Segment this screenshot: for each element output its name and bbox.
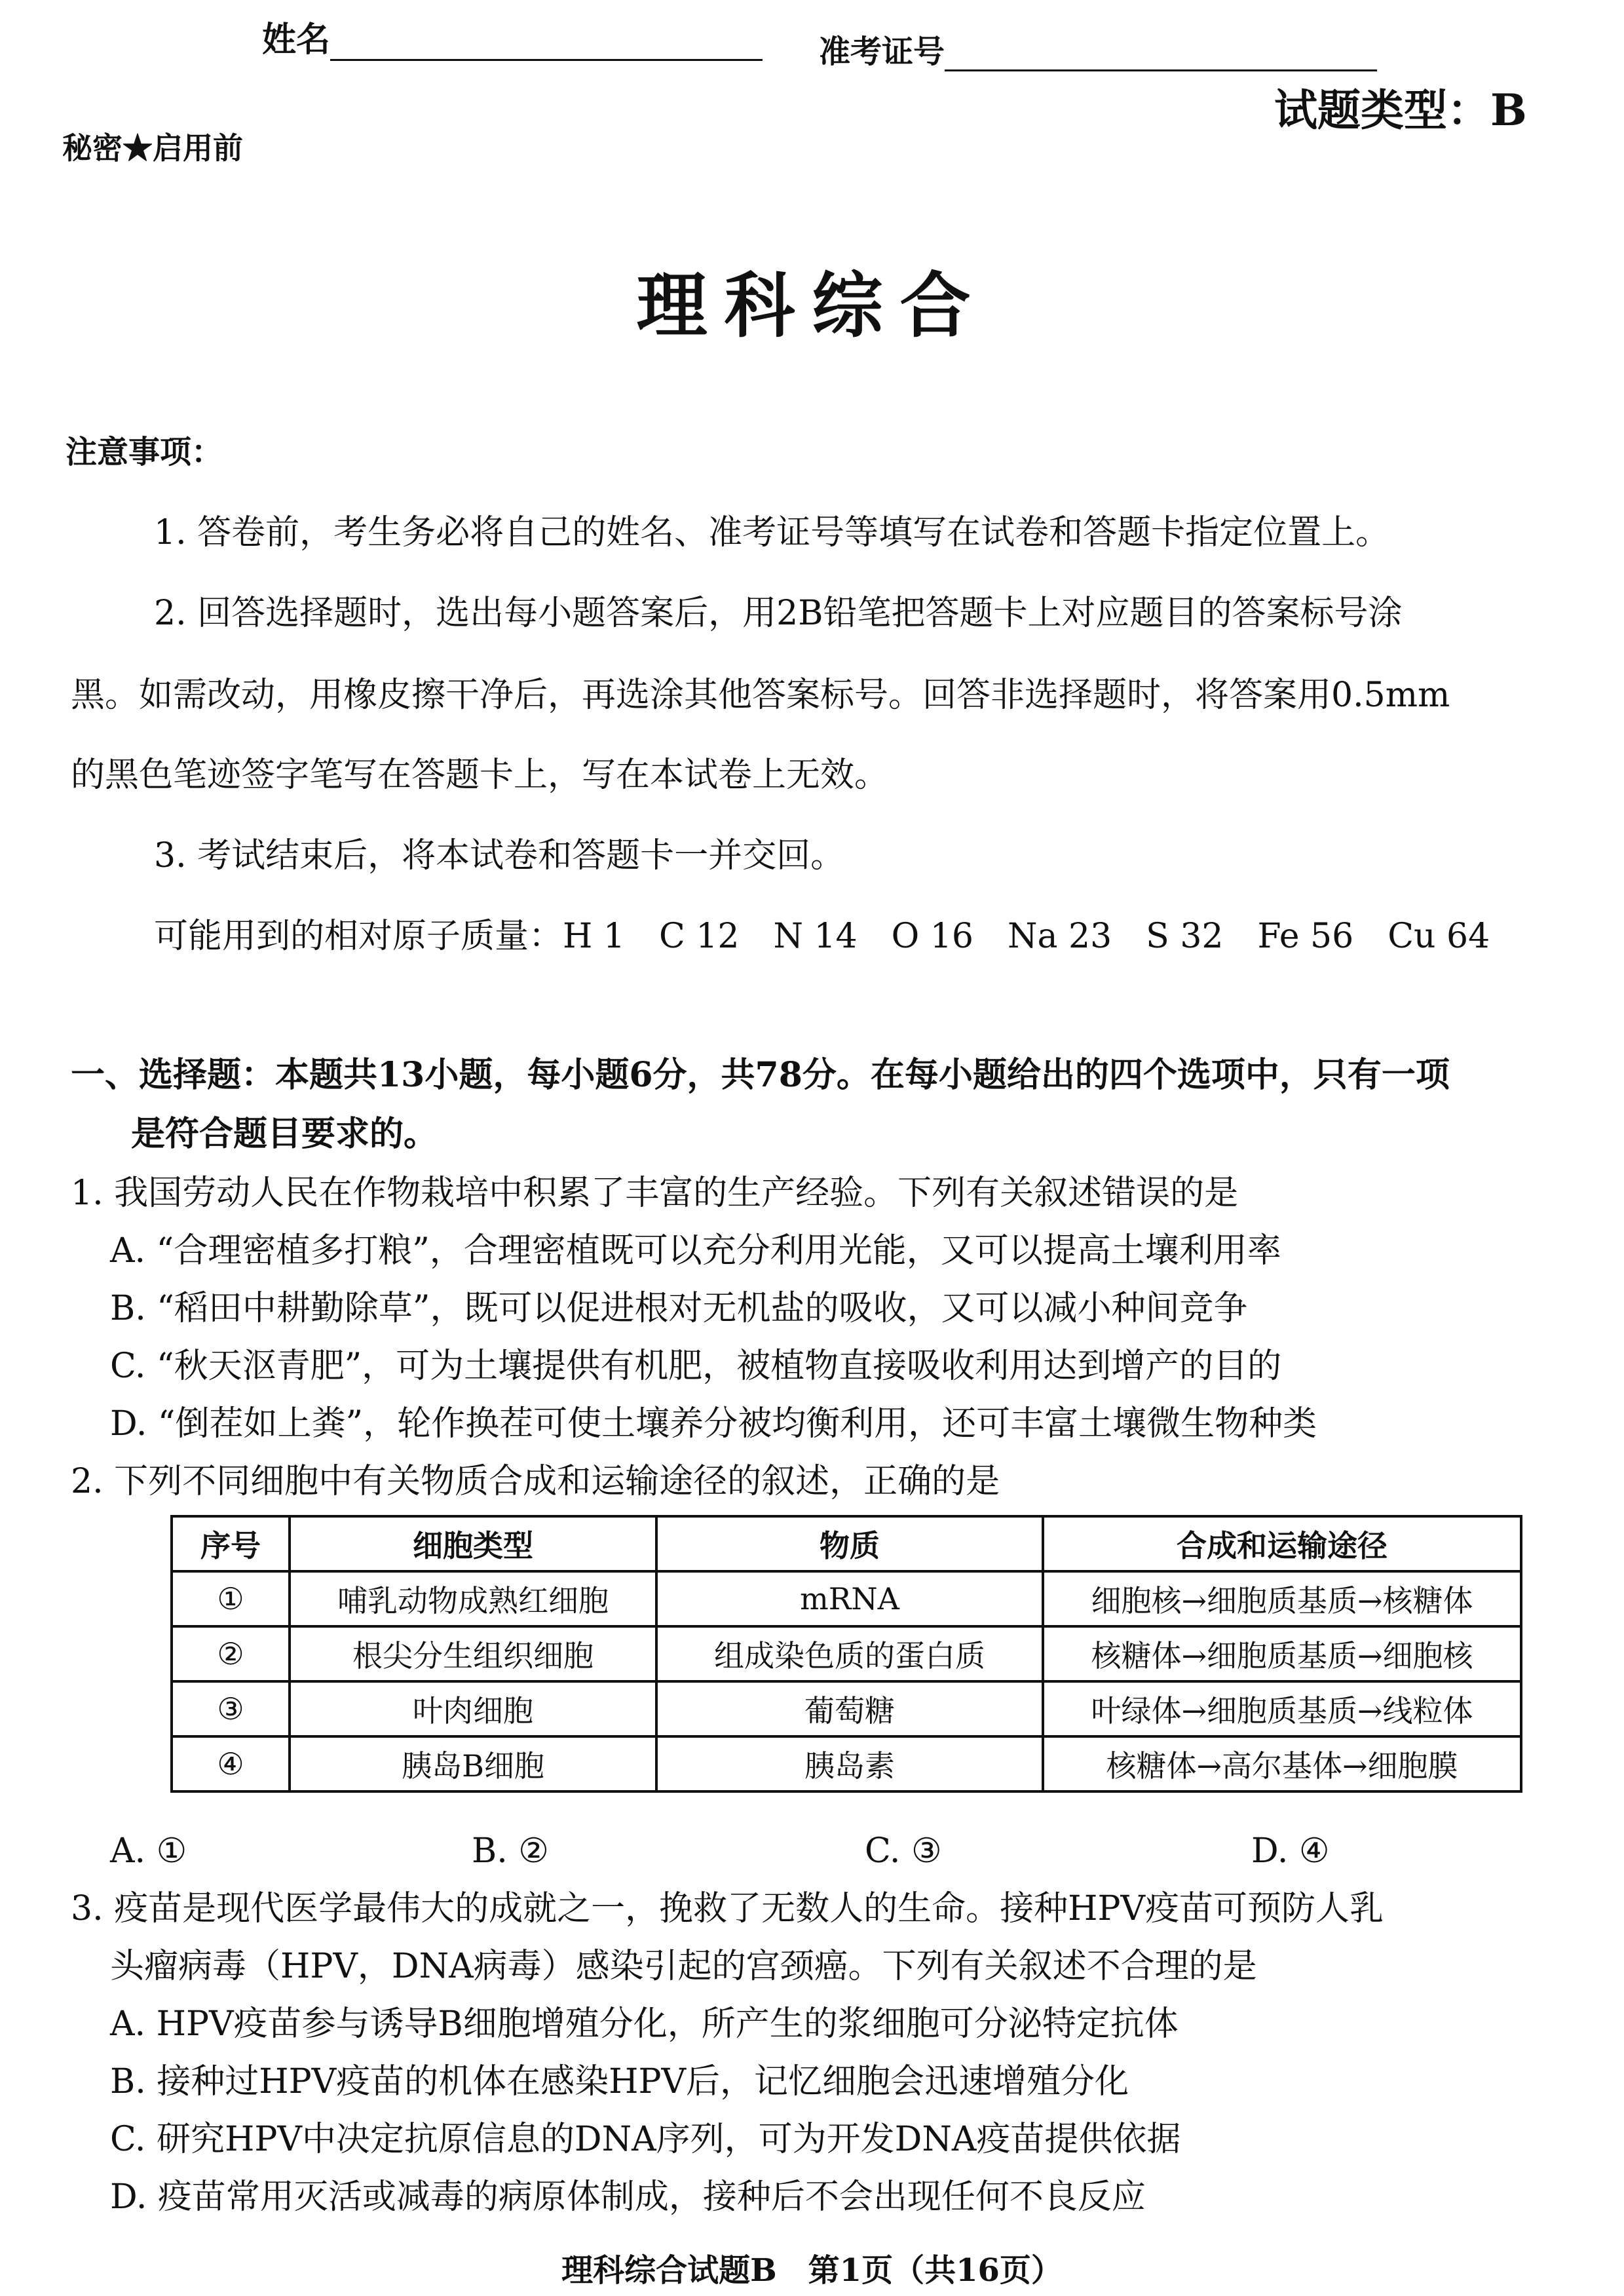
exam-number-label: 准考证号 (819, 33, 945, 70)
table-header: 细胞类型 (290, 1516, 656, 1571)
q1-stem: 1. 我国劳动人民在作物栽培中积累了丰富的生产经验。下列有关叙述错误的是 (71, 1174, 1239, 1213)
q3-option-a[interactable]: A. HPV疫苗参与诱导B细胞增殖分化，所产生的浆细胞可分泌特定抗体 (110, 2004, 1179, 2044)
q2-option-b[interactable]: B. ② (472, 1831, 549, 1871)
table-cell: 葡萄糖 (656, 1681, 1043, 1736)
table-row (172, 1571, 1521, 1626)
notice-item-2-cont: 黑。如需改动，用橡皮擦干净后，再选涂其他答案标号。回答非选择题时，将答案用0.5mm (71, 676, 1450, 715)
table-header: 物质 (656, 1516, 1043, 1571)
table-cell: 哺乳动物成熟红细胞 (290, 1571, 656, 1626)
table-cell: 组成染色质的蛋白质 (656, 1626, 1043, 1681)
name-blank[interactable] (330, 28, 763, 61)
atomic-mass: 可能用到的相对原子质量：H 1 C 12 N 14 O 16 Na 23 S 32 Fe 56 Cu 64 (154, 917, 1490, 956)
name-field[interactable] (262, 12, 763, 61)
section-heading-cont: 是符合题目要求的。 (131, 1114, 438, 1154)
notice-item-2-cont2: 的黑色笔迹签字笔写在答题卡上，写在本试卷上无效。 (71, 756, 889, 795)
exam-number-blank[interactable] (945, 38, 1377, 71)
page-title: 理科综合 (636, 265, 988, 347)
table-row (172, 1626, 1521, 1681)
notice-item-3: 3. 考试结束后，将本试卷和答题卡一并交回。 (154, 836, 845, 875)
table-cell: 胰岛素 (656, 1736, 1043, 1791)
table-cell: ③ (172, 1681, 290, 1736)
paper-type: 试题类型：B (1274, 85, 1527, 136)
table-cell: 细胞核→细胞质基质→核糖体 (1043, 1571, 1521, 1626)
q3-stem-cont: 头瘤病毒（HPV，DNA病毒）感染引起的宫颈癌。下列有关叙述不合理的是 (110, 1947, 1257, 1986)
q3-option-c[interactable]: C. 研究HPV中决定抗原信息的DNA序列，可为开发DNA疫苗提供依据 (110, 2120, 1181, 2159)
table-row (172, 1736, 1521, 1791)
q2-table (170, 1515, 1522, 1793)
q2-option-c[interactable]: C. ③ (865, 1831, 942, 1871)
table-header-row (172, 1516, 1521, 1571)
table-cell: 叶绿体→细胞质基质→线粒体 (1043, 1681, 1521, 1736)
q2-stem: 2. 下列不同细胞中有关物质合成和运输途径的叙述，正确的是 (71, 1462, 1000, 1501)
q1-option-c[interactable]: C. “秋天沤青肥”，可为土壤提供有机肥，被植物直接吸收利用达到增产的目的 (110, 1347, 1282, 1386)
table-cell: 核糖体→细胞质基质→细胞核 (1043, 1626, 1521, 1681)
q3-option-b[interactable]: B. 接种过HPV疫苗的机体在感染HPV后，记忆细胞会迅速增殖分化 (110, 2062, 1129, 2101)
notice-item-2: 2. 回答选择题时，选出每小题答案后，用2B铅笔把答题卡上对应题目的答案标号涂 (154, 594, 1403, 633)
q2-option-d[interactable]: D. ④ (1251, 1831, 1330, 1871)
notice-heading: 注意事项： (66, 434, 223, 470)
table-cell: ④ (172, 1736, 290, 1791)
section-heading: 一、选择题：本题共13小题，每小题6分，共78分。在每小题给出的四个选项中，只有一项 (71, 1055, 1450, 1095)
q1-option-a[interactable]: A. “合理密植多打粮”，合理密植既可以充分利用光能，又可以提高土壤利用率 (110, 1231, 1281, 1271)
table-header: 序号 (172, 1516, 290, 1571)
q3-option-d[interactable]: D. 疫苗常用灭活或减毒的病原体制成，接种后不会出现任何不良反应 (110, 2177, 1146, 2217)
table-cell: 核糖体→高尔基体→细胞膜 (1043, 1736, 1521, 1791)
name-label: 姓名 (262, 20, 331, 60)
secret-label: 秘密★启用前 (62, 130, 243, 166)
table-cell: mRNA (656, 1571, 1043, 1626)
page-footer: 理科综合试题B 第1页（共16页） (561, 2252, 1063, 2289)
q3-stem: 3. 疫苗是现代医学最伟大的成就之一，挽救了无数人的生命。接种HPV疫苗可预防人乳 (71, 1889, 1384, 1928)
table-row (172, 1681, 1521, 1736)
notice-item-1: 1. 答卷前，考生务必将自己的姓名、准考证号等填写在试卷和答题卡指定位置上。 (154, 513, 1390, 552)
q2-option-a[interactable]: A. ① (110, 1831, 187, 1871)
table-cell: 胰岛B细胞 (290, 1736, 656, 1791)
table-cell: ① (172, 1571, 290, 1626)
table-header: 合成和运输途径 (1043, 1516, 1521, 1571)
q1-option-b[interactable]: B. “稻田中耕勤除草”，既可以促进根对无机盐的吸收，又可以减小种间竞争 (110, 1289, 1248, 1328)
table-cell: 根尖分生组织细胞 (290, 1626, 656, 1681)
table-cell: ② (172, 1626, 290, 1681)
table-cell: 叶肉细胞 (290, 1681, 656, 1736)
q1-option-d[interactable]: D. “倒茬如上粪”，轮作换茬可使土壤养分被均衡利用，还可丰富土壤微生物种类 (110, 1404, 1317, 1444)
exam-number-field[interactable] (819, 26, 1377, 71)
